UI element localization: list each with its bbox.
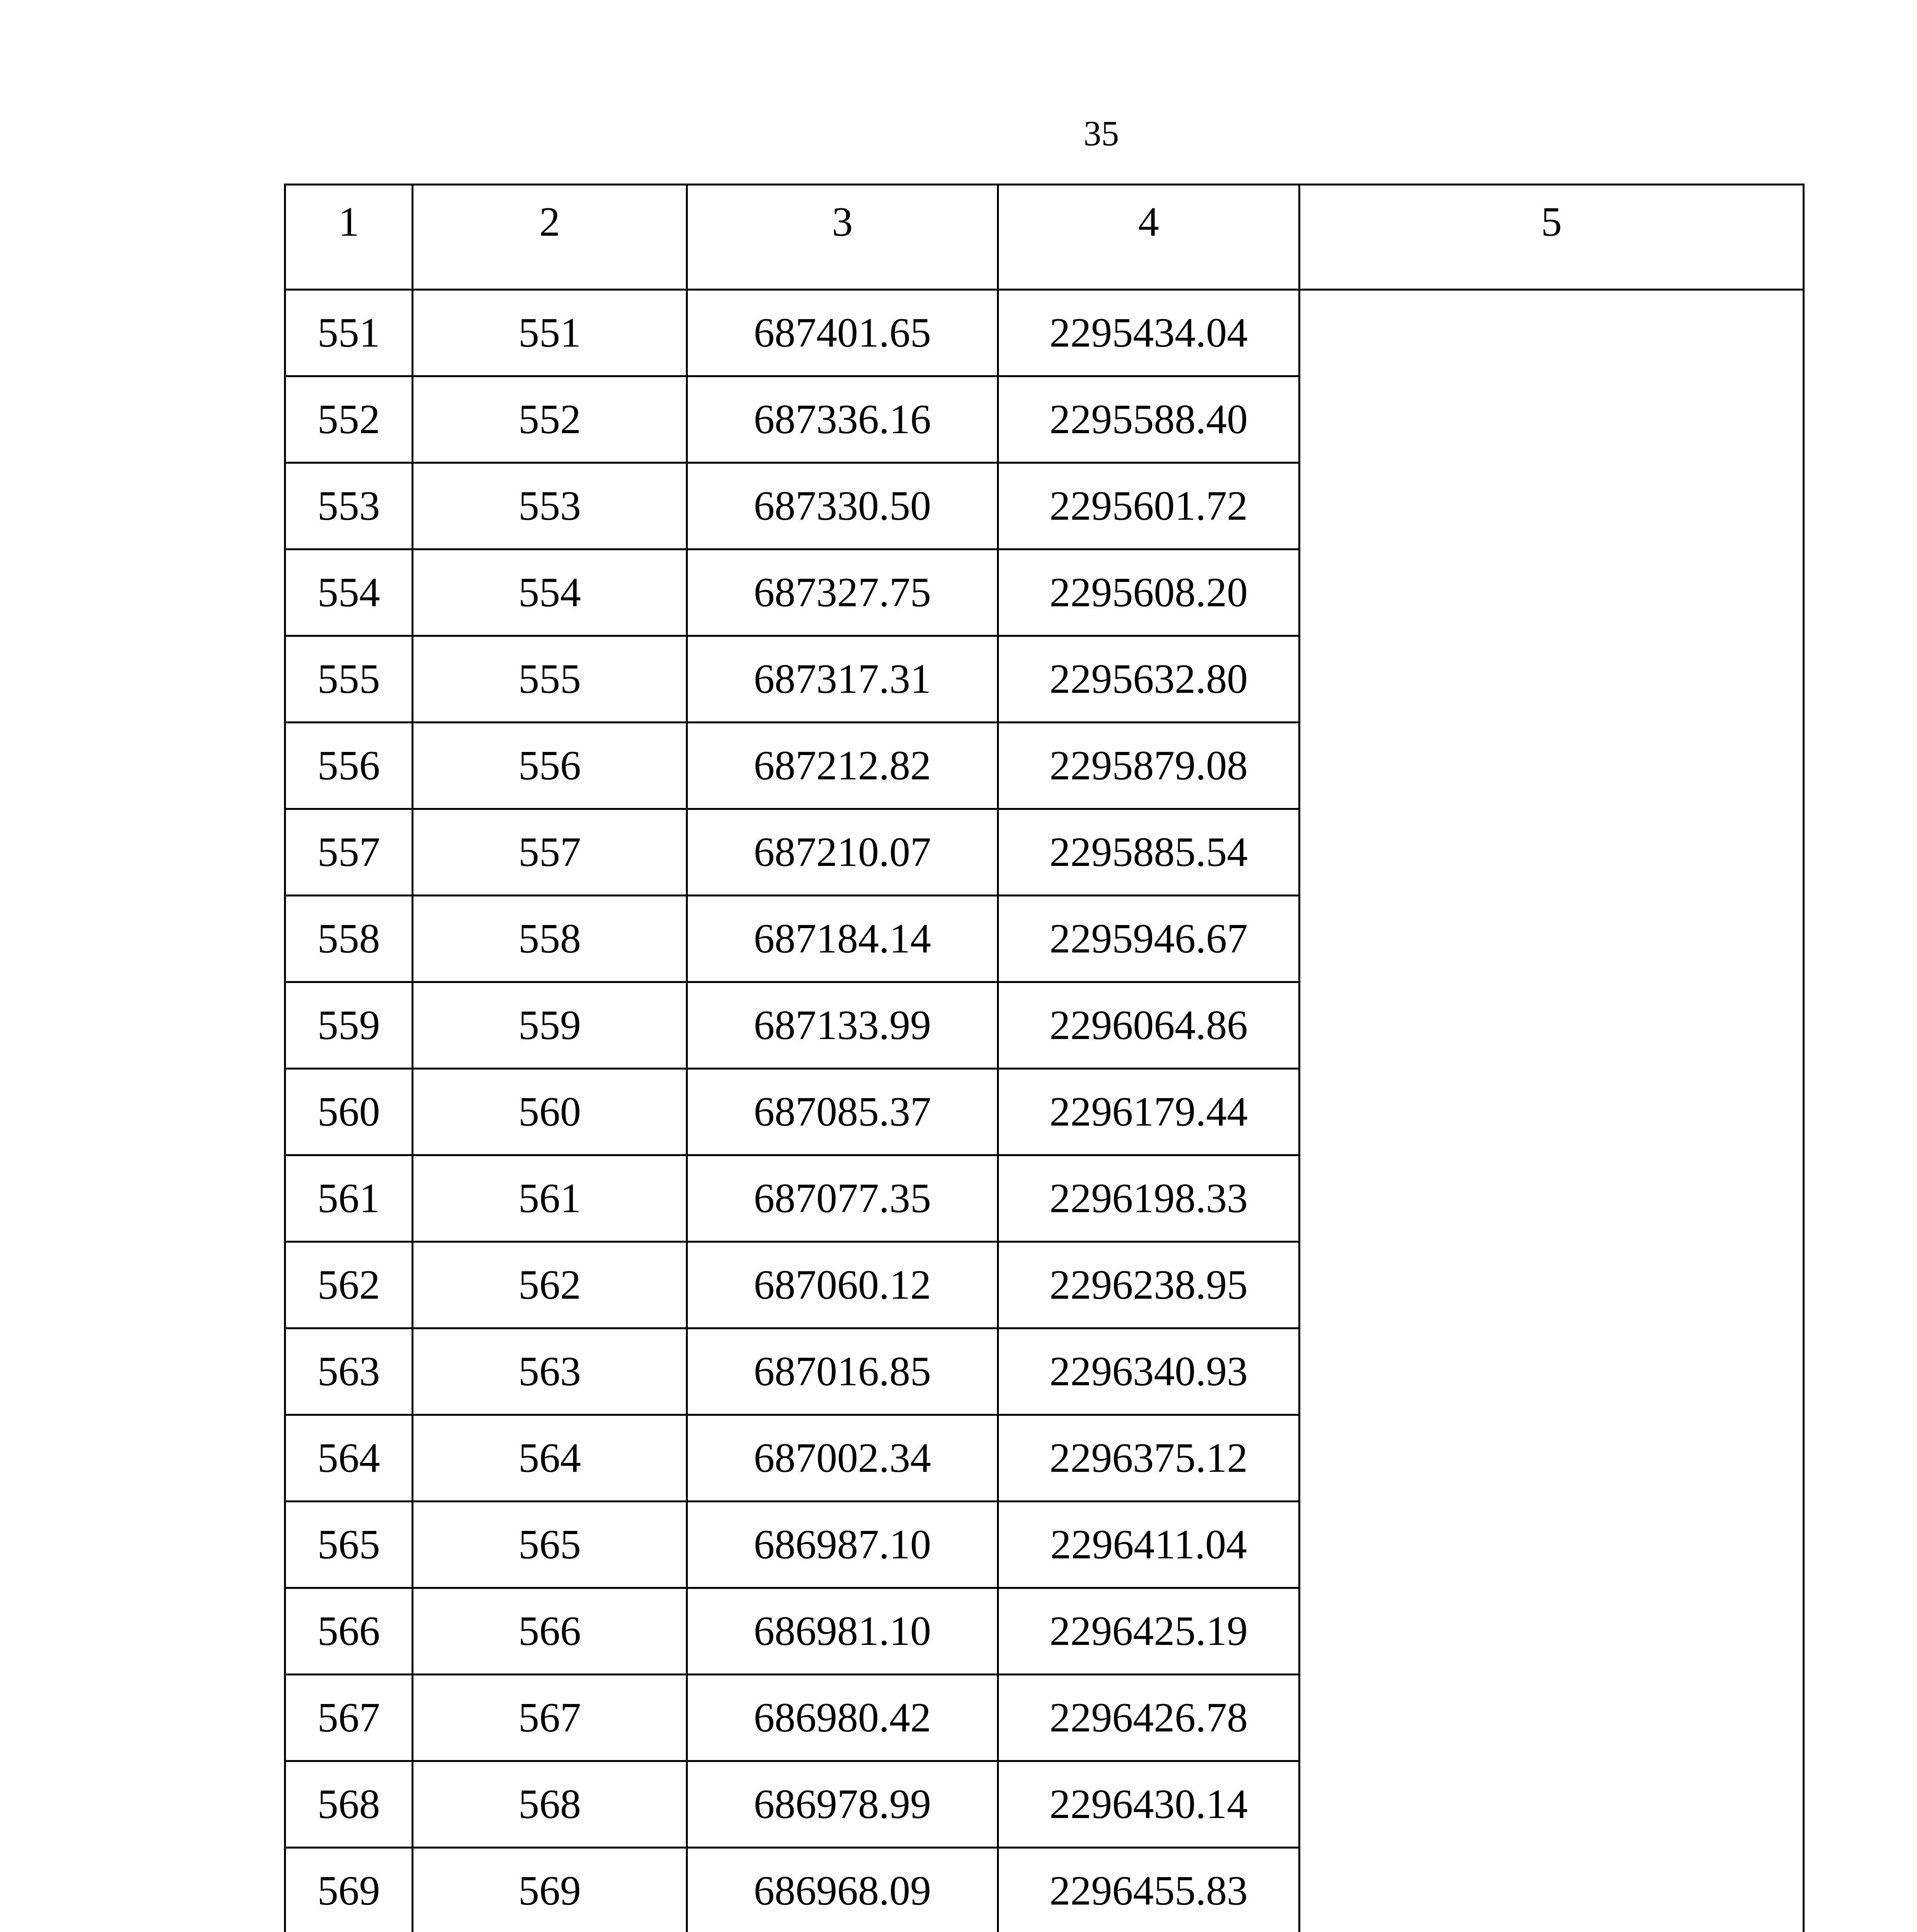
table-cell-col3: 687336.16 bbox=[687, 376, 998, 463]
table-cell-col2: 552 bbox=[413, 376, 687, 463]
table-cell-col4: 2295885.54 bbox=[998, 809, 1300, 896]
table-cell-col2: 568 bbox=[413, 1761, 687, 1848]
table-cell-col4: 2295588.40 bbox=[998, 376, 1300, 463]
table-cell-col3: 686980.42 bbox=[687, 1675, 998, 1761]
table-cell-col2: 561 bbox=[413, 1155, 687, 1242]
table-cell-col4: 2296425.19 bbox=[998, 1588, 1300, 1675]
table-cell-col1: 556 bbox=[285, 723, 413, 809]
column-header-3: 3 bbox=[687, 185, 998, 290]
table-cell-col5-merged bbox=[1300, 290, 1804, 1932]
column-header-1: 1 bbox=[285, 185, 413, 290]
table-cell-col2: 558 bbox=[413, 896, 687, 982]
table-cell-col2: 560 bbox=[413, 1069, 687, 1155]
table-cell-col1: 552 bbox=[285, 376, 413, 463]
table-cell-col3: 686978.99 bbox=[687, 1761, 998, 1848]
table-cell-col1: 568 bbox=[285, 1761, 413, 1848]
table-cell-col1: 557 bbox=[285, 809, 413, 896]
table-cell-col4: 2296426.78 bbox=[998, 1675, 1300, 1761]
table-cell-col4: 2295632.80 bbox=[998, 636, 1300, 723]
table-cell-col1: 564 bbox=[285, 1415, 413, 1502]
table-cell-col3: 687401.65 bbox=[687, 290, 998, 376]
table-cell-col4: 2295946.67 bbox=[998, 896, 1300, 982]
table-body bbox=[285, 290, 1804, 1932]
table-cell-col4: 2296375.12 bbox=[998, 1415, 1300, 1502]
table-cell-col1: 565 bbox=[285, 1502, 413, 1588]
table-cell-col2: 551 bbox=[413, 290, 687, 376]
table-cell-col3: 687184.14 bbox=[687, 896, 998, 982]
table-cell-col4: 2296179.44 bbox=[998, 1069, 1300, 1155]
table-cell-col2: 567 bbox=[413, 1675, 687, 1761]
table-cell-col3: 687330.50 bbox=[687, 463, 998, 549]
table-cell-col3: 686968.09 bbox=[687, 1848, 998, 1932]
table-cell-col2: 557 bbox=[413, 809, 687, 896]
table-cell-col3: 687077.35 bbox=[687, 1155, 998, 1242]
table-cell-col2: 554 bbox=[413, 549, 687, 636]
coordinates-table bbox=[284, 184, 1805, 1932]
table-cell-col4: 2296411.04 bbox=[998, 1502, 1300, 1588]
table-cell-col1: 553 bbox=[285, 463, 413, 549]
table-cell-col4: 2295608.20 bbox=[998, 549, 1300, 636]
table-cell-col3: 687016.85 bbox=[687, 1328, 998, 1415]
table-cell-col1: 562 bbox=[285, 1242, 413, 1328]
table-cell-col2: 555 bbox=[413, 636, 687, 723]
table-cell-col1: 551 bbox=[285, 290, 413, 376]
table-cell-col1: 558 bbox=[285, 896, 413, 982]
table-cell-col2: 569 bbox=[413, 1848, 687, 1932]
table-cell-col1: 566 bbox=[285, 1588, 413, 1675]
page-number: 35 bbox=[1084, 114, 1119, 153]
column-header-4: 4 bbox=[998, 185, 1300, 290]
table-cell-col4: 2296238.95 bbox=[998, 1242, 1300, 1328]
table-header-row bbox=[285, 185, 1804, 290]
table-cell-col4: 2295434.04 bbox=[998, 290, 1300, 376]
table-cell-col4: 2295879.08 bbox=[998, 723, 1300, 809]
table-cell-col3: 687133.99 bbox=[687, 982, 998, 1069]
table-cell-col2: 563 bbox=[413, 1328, 687, 1415]
table-cell-col3: 687317.31 bbox=[687, 636, 998, 723]
table-cell-col4: 2295601.72 bbox=[998, 463, 1300, 549]
table-cell-col1: 560 bbox=[285, 1069, 413, 1155]
table-cell-col4: 2296455.83 bbox=[998, 1848, 1300, 1932]
table-cell-col4: 2296198.33 bbox=[998, 1155, 1300, 1242]
table-cell-col2: 564 bbox=[413, 1415, 687, 1502]
table-cell-col3: 687002.34 bbox=[687, 1415, 998, 1502]
table-cell-col3: 686981.10 bbox=[687, 1588, 998, 1675]
column-header-5: 5 bbox=[1300, 185, 1804, 290]
table-cell-col1: 561 bbox=[285, 1155, 413, 1242]
table-cell-col1: 563 bbox=[285, 1328, 413, 1415]
table-cell-col2: 556 bbox=[413, 723, 687, 809]
table-cell-col2: 565 bbox=[413, 1502, 687, 1588]
table-cell-col3: 686987.10 bbox=[687, 1502, 998, 1588]
table-cell-col3: 687212.82 bbox=[687, 723, 998, 809]
column-header-2: 2 bbox=[413, 185, 687, 290]
table-cell-col1: 554 bbox=[285, 549, 413, 636]
table-cell-col3: 687060.12 bbox=[687, 1242, 998, 1328]
table-cell-col4: 2296064.86 bbox=[998, 982, 1300, 1069]
table-row bbox=[285, 290, 1804, 376]
table-cell-col3: 687085.37 bbox=[687, 1069, 998, 1155]
table-cell-col4: 2296430.14 bbox=[998, 1761, 1300, 1848]
table-cell-col1: 569 bbox=[285, 1848, 413, 1932]
table-cell-col1: 567 bbox=[285, 1675, 413, 1761]
table-cell-col2: 562 bbox=[413, 1242, 687, 1328]
table-cell-col2: 559 bbox=[413, 982, 687, 1069]
table-cell-col2: 553 bbox=[413, 463, 687, 549]
table-cell-col4: 2296340.93 bbox=[998, 1328, 1300, 1415]
table-cell-col3: 687210.07 bbox=[687, 809, 998, 896]
table-cell-col1: 555 bbox=[285, 636, 413, 723]
table-cell-col2: 566 bbox=[413, 1588, 687, 1675]
table-cell-col1: 559 bbox=[285, 982, 413, 1069]
table-cell-col3: 687327.75 bbox=[687, 549, 998, 636]
